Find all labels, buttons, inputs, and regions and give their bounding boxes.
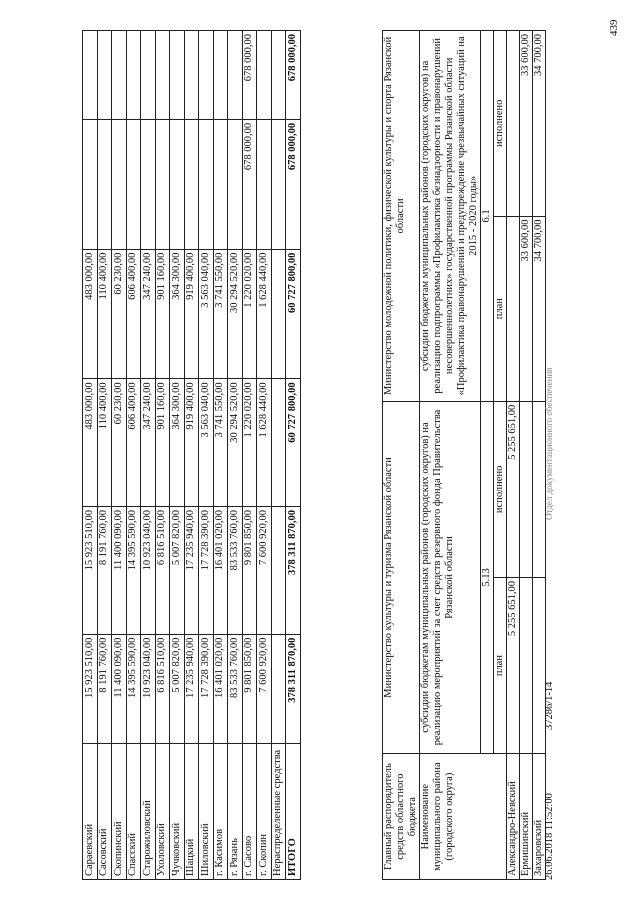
table-cell: 3 563 040,00 <box>199 379 214 507</box>
table-cell: 10 923 040,00 <box>141 507 156 635</box>
table-cell <box>97 31 112 120</box>
table-cell: 678 000,00 <box>286 119 301 249</box>
footer-doc-id: 37286/1-14 <box>544 681 555 730</box>
table-cell <box>520 401 533 577</box>
table-cell <box>213 31 228 120</box>
subsidy-1: субсидии бюджетам муниципальных районов (городских округов) на реализацию мероприятий за счет средств резервного фонда Правительства Рязанской области <box>420 401 481 753</box>
row-label: Старожиловский <box>141 743 156 879</box>
table-cell: 1 220 020,00 <box>242 379 257 507</box>
subsidy-2: субсидии бюджетам муниципальных районов (городских округов) на реализацию подпрограммы «Профилактика безнадзорности и правонарушений несовершеннолетних» государственной программы Рязанской области «Профилактика правонарушений и предупреждение чрезвычайных ситуаций на 2015 - 2020 годы» <box>420 31 481 402</box>
table-cell: 30 294 520,00 <box>228 379 243 507</box>
table-cell: 678 000,00 <box>242 119 257 249</box>
table-row <box>141 31 156 880</box>
row-label: Скопинский <box>112 743 127 879</box>
table-row <box>271 31 286 880</box>
done-label-2: исполнено <box>494 31 507 217</box>
table-cell: 606 400,00 <box>126 379 141 507</box>
table-row <box>184 31 199 880</box>
table-cell: 5 007 820,00 <box>170 634 185 743</box>
table-cell <box>199 31 214 120</box>
stamp-text: Отдел документационного обеспечения <box>544 367 554 520</box>
table-cell: 678 000,00 <box>286 31 301 120</box>
table-cell <box>199 119 214 249</box>
plan-label-1: план <box>494 577 507 753</box>
table-cell: 60 727 800,00 <box>286 379 301 507</box>
row-label: ИТОГО <box>286 743 301 879</box>
table-row <box>170 31 185 880</box>
table-cell <box>271 634 286 743</box>
row-label: Ермишинский <box>520 754 533 880</box>
table-row <box>242 31 257 880</box>
table-row <box>199 31 214 880</box>
table-cell <box>271 249 286 379</box>
table-cell: 378 311 870,00 <box>286 507 301 635</box>
table-cell <box>141 119 156 249</box>
code-2: 6.1 <box>481 31 494 402</box>
table-cell: 1 628 440,00 <box>257 249 272 379</box>
table-row <box>83 31 98 880</box>
table-cell: 17 728 390,00 <box>199 634 214 743</box>
table-cell <box>112 119 127 249</box>
table-cell: 919 400,00 <box>184 379 199 507</box>
table-cell <box>170 31 185 120</box>
table-cell: 17 235 940,00 <box>184 634 199 743</box>
table-cell: 33 600,00 <box>520 31 533 217</box>
table-row <box>228 31 243 880</box>
table-cell <box>83 31 98 120</box>
table-cell <box>184 31 199 120</box>
table-cell: 110 400,00 <box>97 249 112 379</box>
table-cell: 678 000,00 <box>242 31 257 120</box>
head-label: Главный распорядитель средств областного бюджета <box>383 754 420 880</box>
table-cell <box>257 119 272 249</box>
table-cell <box>83 119 98 249</box>
table-cell: 10 923 040,00 <box>141 634 156 743</box>
table-cell <box>271 379 286 507</box>
table-cell <box>271 507 286 635</box>
row-label: Шиловский <box>199 743 214 879</box>
table-row <box>155 31 170 880</box>
table-row <box>507 31 520 880</box>
row-label: г. Скопин <box>257 743 272 879</box>
row-label: Нераспределенные средства <box>271 743 286 879</box>
table-row <box>126 31 141 880</box>
table-cell: 1 628 440,00 <box>257 379 272 507</box>
table-cell: 83 533 760,00 <box>228 507 243 635</box>
table-cell: 364 300,00 <box>170 379 185 507</box>
page-number: 439 <box>608 19 620 36</box>
table-cell: 15 923 510,00 <box>83 634 98 743</box>
table-cell: 7 600 920,00 <box>257 634 272 743</box>
table-cell: 110 400,00 <box>97 379 112 507</box>
table-cell <box>155 31 170 120</box>
table-cell <box>141 31 156 120</box>
table-cell: 17 235 940,00 <box>184 507 199 635</box>
plan-label-2: план <box>494 216 507 401</box>
head-ministry-2: Министерство молодежной политики, физической культуры и спорта Рязанской области <box>383 31 420 402</box>
table-row <box>213 31 228 880</box>
table-cell: 483 000,00 <box>83 249 98 379</box>
table-cell: 9 801 850,00 <box>242 634 257 743</box>
table-cell: 60 727 800,00 <box>286 249 301 379</box>
table-row <box>286 31 301 880</box>
row-label: г. Сасово <box>242 743 257 879</box>
table-cell: 15 923 510,00 <box>83 507 98 635</box>
budget-table-1 <box>82 30 301 880</box>
table-cell: 17 728 390,00 <box>199 507 214 635</box>
table-cell: 5 007 820,00 <box>170 507 185 635</box>
table-cell <box>228 31 243 120</box>
table-cell: 1 220 020,00 <box>242 249 257 379</box>
row-label: Чучковский <box>170 743 185 879</box>
table-cell <box>228 119 243 249</box>
table-cell: 901 160,00 <box>155 379 170 507</box>
row-label: Ухоловский <box>155 743 170 879</box>
table-cell: 16 401 020,00 <box>213 507 228 635</box>
table-cell <box>271 119 286 249</box>
row-label: Сараевский <box>83 743 98 879</box>
table-cell: 83 533 760,00 <box>228 634 243 743</box>
rotated-content <box>82 30 602 880</box>
table-cell: 5 255 651,00 <box>507 577 520 753</box>
table-cell: 3 563 040,00 <box>199 249 214 379</box>
done-label-1: исполнено <box>494 401 507 577</box>
table-cell: 347 240,00 <box>141 249 156 379</box>
table-cell <box>126 119 141 249</box>
table-cell: 3 741 550,00 <box>213 379 228 507</box>
table-cell: 60 230,00 <box>112 249 127 379</box>
table-cell: 60 230,00 <box>112 379 127 507</box>
table-row <box>112 31 127 880</box>
table-cell <box>213 119 228 249</box>
table-cell: 901 160,00 <box>155 249 170 379</box>
table-cell: 6 816 510,00 <box>155 507 170 635</box>
code-1: 5.13 <box>481 401 494 753</box>
table-cell <box>155 119 170 249</box>
table-cell: 11 400 090,00 <box>112 507 127 635</box>
name-label: Наименование муниципального района (городского округа) <box>420 754 507 880</box>
row-label: Александро-Невский <box>507 754 520 880</box>
table-cell: 9 801 850,00 <box>242 507 257 635</box>
row-label: Сасовский <box>97 743 112 879</box>
table-cell: 919 400,00 <box>184 249 199 379</box>
table-cell: 483 000,00 <box>83 379 98 507</box>
table-cell: 8 191 760,00 <box>97 634 112 743</box>
table-row <box>97 31 112 880</box>
table-cell: 5 255 651,00 <box>507 401 520 577</box>
table-cell: 11 400 090,00 <box>112 634 127 743</box>
table-cell: 34 700,00 <box>533 31 546 217</box>
row-label: г. Касимов <box>213 743 228 879</box>
table-cell: 364 300,00 <box>170 249 185 379</box>
table-cell <box>126 31 141 120</box>
table-cell <box>271 31 286 120</box>
table-cell <box>97 119 112 249</box>
table-cell: 14 395 590,00 <box>126 634 141 743</box>
table-cell <box>170 119 185 249</box>
row-label: Захаровский <box>533 754 546 880</box>
table-cell <box>257 31 272 120</box>
table-cell: 7 600 920,00 <box>257 507 272 635</box>
row-label: Шацкий <box>184 743 199 879</box>
table-cell <box>520 577 533 753</box>
table-row <box>520 31 533 880</box>
table-cell <box>184 119 199 249</box>
table-cell: 347 240,00 <box>141 379 156 507</box>
table-cell: 14 395 590,00 <box>126 507 141 635</box>
head-ministry-1: Министерство культуры и туризма Рязанской области <box>383 401 420 753</box>
table-cell <box>112 31 127 120</box>
table-cell: 3 741 550,00 <box>213 249 228 379</box>
table-cell: 6 816 510,00 <box>155 634 170 743</box>
table-cell: 8 191 760,00 <box>97 507 112 635</box>
row-label: г. Рязань <box>228 743 243 879</box>
table-cell: 34 700,00 <box>533 216 546 401</box>
table-cell: 33 600,00 <box>520 216 533 401</box>
table-cell: 606 400,00 <box>126 249 141 379</box>
table-cell <box>507 216 520 401</box>
table-cell: 30 294 520,00 <box>228 249 243 379</box>
table-cell: 378 311 870,00 <box>286 634 301 743</box>
budget-table-2 <box>382 30 546 880</box>
table-cell: 16 401 020,00 <box>213 634 228 743</box>
table-cell <box>507 31 520 217</box>
table-row <box>257 31 272 880</box>
footer-timestamp: 26.06.2018 11:52:00 <box>544 793 555 880</box>
row-label: Спасский <box>126 743 141 879</box>
